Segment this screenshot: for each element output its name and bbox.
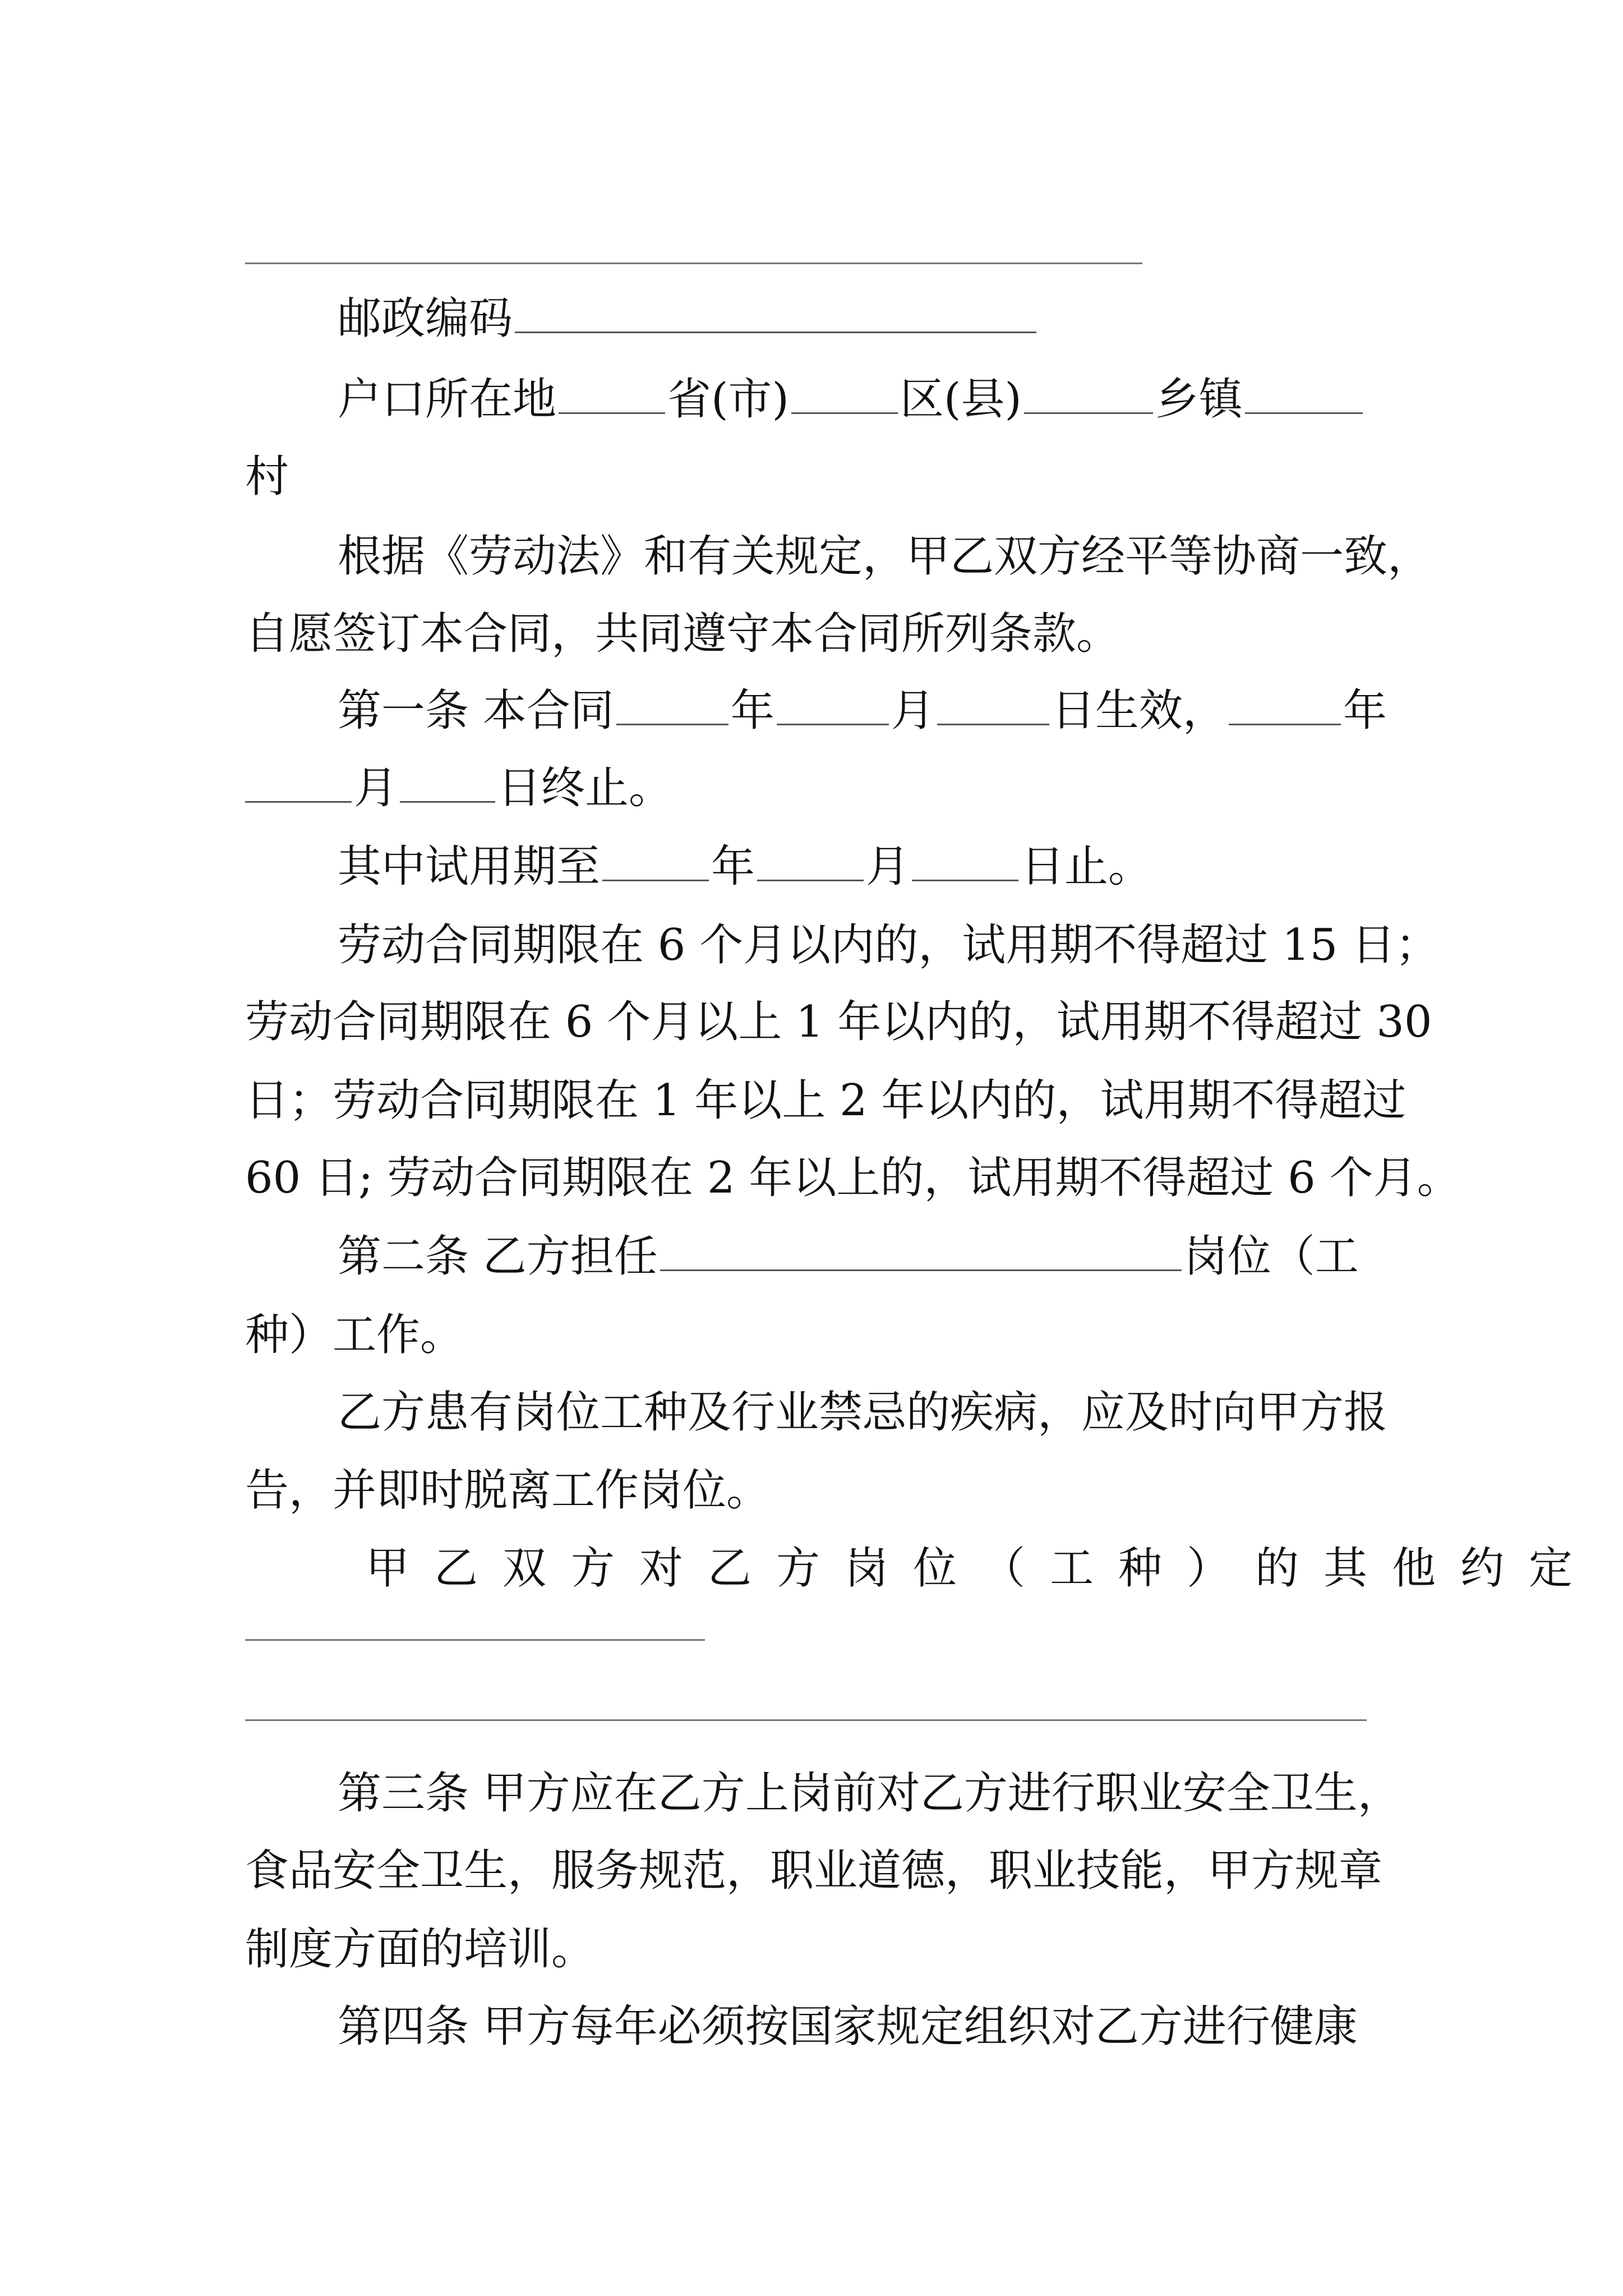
hukou-township-label: 乡镇 [1155,374,1243,425]
probation-rule-line-4: 60 日; 劳动合同期限在 2 年以上的，试用期不得超过 6 个月。 [245,1153,1461,1203]
probation-day-field[interactable] [912,836,1018,881]
article-2-suffix: 岗位（工 [1183,1231,1359,1282]
probation-line [338,833,1482,900]
article-1-line-2 [245,754,1389,822]
disease-line-1: 乙方患有岗位工种及行业禁忌的疾病，应及时向甲方报 [338,1387,1388,1438]
hukou-label: 户口所在地 [338,374,557,425]
postal-code-field[interactable] [515,288,1036,333]
hukou-line [338,366,1482,433]
probation-end-label: 日止。 [1021,841,1152,892]
article-2-prefix: 第二条 乙方担任 [338,1231,658,1282]
start-year-field[interactable] [616,680,728,725]
end-year-label: 年 [1343,685,1387,736]
article-1-prefix: 第一条 本合同 [338,685,614,736]
hukou-village-label: 村 [245,452,289,502]
intro-line-2: 自愿签订本合同，共同遵守本合同所列条款。 [245,609,1121,659]
hukou-township-field[interactable] [1024,369,1153,414]
hukou-province-field[interactable] [559,369,665,414]
probation-year-field[interactable] [602,836,709,881]
probation-month-field[interactable] [757,836,864,881]
probation-rule-line-2: 劳动合同期限在 6 个月以上 1 年以内的，试用期不得超过 30 [245,997,1432,1047]
terminate-label: 日终止。 [497,763,673,813]
end-month-label: 月 [354,763,398,813]
postal-code-line [338,285,1482,352]
article-3-line-1: 第三条 甲方应在乙方上岗前对乙方进行职业安全卫生， [338,1768,1401,1819]
probation-rule-line-3: 日；劳动合同期限在 1 年以上 2 年以内的，试用期不得超过 [245,1075,1407,1126]
start-year-label: 年 [730,685,774,736]
intro-line-1: 根据《劳动法》和有关规定，甲乙双方经平等协商一致， [338,531,1432,582]
blank-line-top[interactable] [245,263,1142,264]
hukou-province-label: 省(市) [667,374,789,425]
article-2-line-2: 种）工作。 [245,1310,464,1360]
start-month-field[interactable] [777,680,889,725]
start-month-label: 月 [891,685,935,736]
position-field[interactable] [660,1226,1182,1271]
article-2-line-1 [338,1223,1482,1290]
disease-line-2: 告，并即时脱离工作岗位。 [245,1465,771,1516]
end-day-field[interactable] [400,757,495,803]
effective-label: 日生效， [1051,685,1227,736]
start-day-field[interactable] [937,680,1049,725]
article-3-line-3: 制度方面的培训。 [245,1924,596,1975]
hukou-district-label: 区(县) [900,374,1022,425]
end-month-field[interactable] [245,757,352,803]
other-agreement-field-2[interactable] [245,1719,1367,1721]
article-3-line-2: 食品安全卫生，服务规范，职业道德，职业技能，甲方规章 [245,1846,1383,1896]
postal-code-label: 邮政编码 [338,293,513,344]
article-1-line-1 [338,677,1482,744]
probation-month-label: 月 [866,841,910,892]
probation-year-label: 年 [711,841,755,892]
other-agreement-field-1[interactable] [245,1639,705,1641]
article-4-line-1: 第四条 甲方每年必须按国家规定组织对乙方进行健康 [338,2001,1358,2052]
hukou-village-field[interactable] [1245,369,1363,414]
end-year-field[interactable] [1229,680,1341,725]
probation-prefix: 其中试用期至 [338,841,601,892]
hukou-line-2 [245,443,1389,510]
hukou-district-field[interactable] [791,369,898,414]
probation-rule-line-1: 劳动合同期限在 6 个月以内的，试用期不得超过 15 日； [338,920,1440,970]
other-agreement-line: 甲乙双方对乙方岗位（工种）的其他约定 [366,1543,1598,1594]
